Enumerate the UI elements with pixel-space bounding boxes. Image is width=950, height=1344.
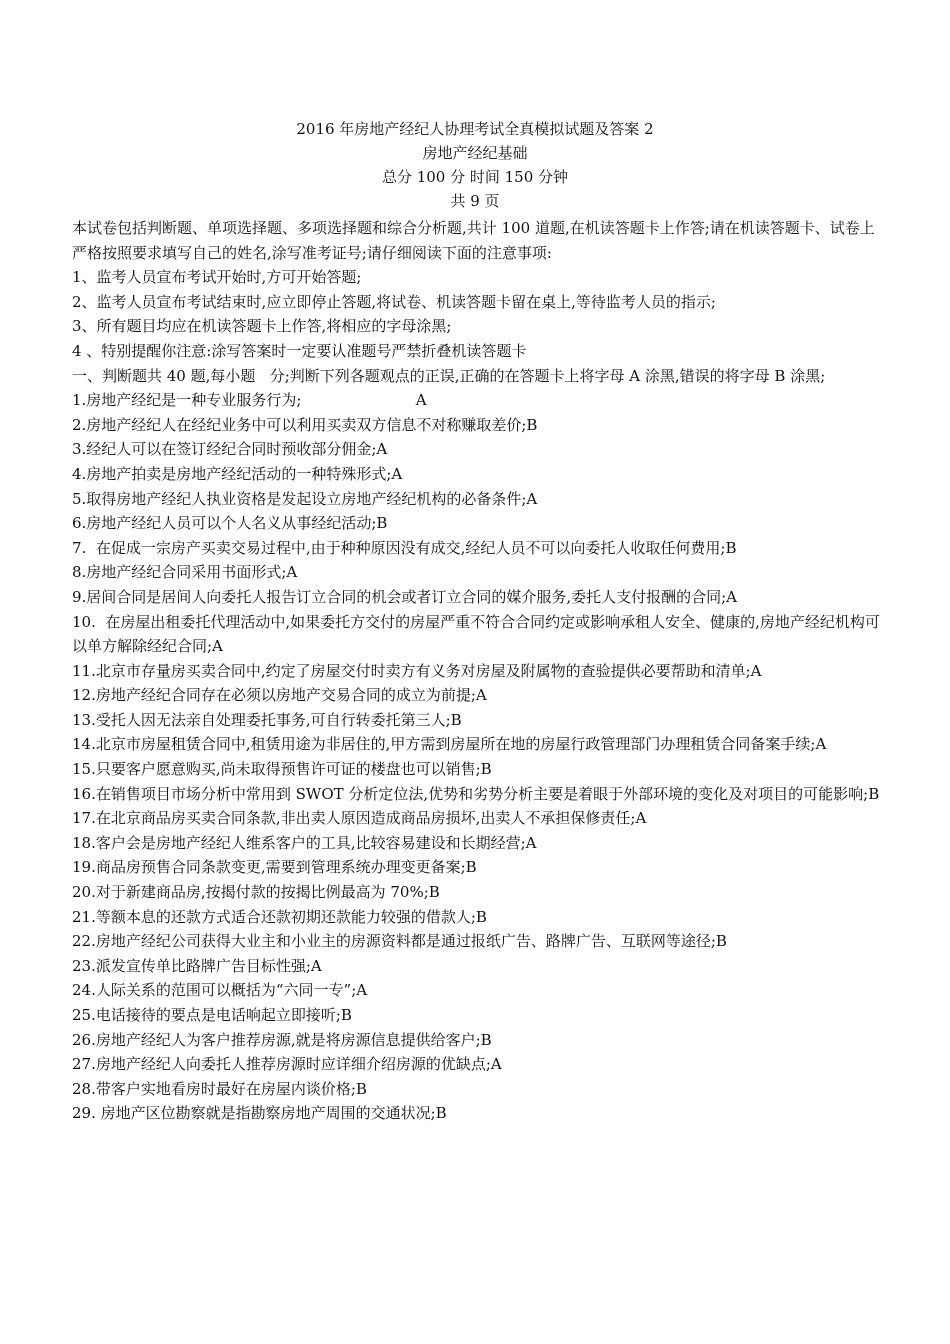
- question-item: 18.客户会是房地产经纪人维系客户的工具,比较容易建设和长期经营;A: [72, 833, 537, 852]
- question-item: 5.取得房地产经纪人执业资格是发起设立房地产经纪机构的必备条件;A: [72, 489, 538, 508]
- notice-item: 2、监考人员宣布考试结束时,应立即停止答题,将试卷、机读答题卡留在桌上,等待监考人员的指示;: [72, 292, 716, 311]
- question-item: 11.北京市存量房买卖合同中,约定了房屋交付时卖方有义务对房屋及附属物的查验提供必要帮助和清单;A: [72, 661, 762, 680]
- question-item: 7. 在促成一宗房产买卖交易过程中,由于种种原因没有成交,经纪人员不可以向委托人收取任何费用;B: [72, 538, 737, 557]
- question-item: 27.房地产经纪人向委托人推荐房源时应详细介绍房源的优缺点;A: [72, 1055, 502, 1074]
- document-header: [0, 117, 950, 213]
- question-item: 25.电话接待的要点是电话响起立即接听;B: [72, 1006, 352, 1024]
- question-item: 15.只要客户愿意购买,尚未取得预售许可证的楼盘也可以销售;B: [72, 760, 492, 779]
- exam-score-time: 总分 100 分 时间 150 分钟: [381, 168, 569, 186]
- exam-subject: 房地产经纪基础: [422, 144, 528, 162]
- question-item: 16.在销售项目市场分析中常用到 SWOT 分析定位法,优势和劣势分析主要是着眼于外部环境的变化及对项目的可能影响;B: [72, 784, 880, 803]
- question-item: 22.房地产经纪公司获得大业主和小业主的房源资料都是通过报纸广告、路牌广告、互联网等途径;B: [72, 932, 727, 951]
- question-item: 6.房地产经纪人员可以个人名义从事经纪活动;B: [72, 514, 388, 533]
- question-item: 1.房地产经纪是一种专业服务行为; A: [72, 391, 427, 410]
- notice-item: 1、监考人员宣布考试开始时,方可开始答题;: [72, 268, 362, 287]
- question-item: 12.房地产经纪合同存在必须以房地产交易合同的成立为前提;A: [72, 686, 487, 705]
- question-item: 29. 房地产区位勘察就是指勘察房地产周围的交通状况;B: [72, 1104, 447, 1123]
- intro-paragraph: 本试卷包括判断题、单项选择题、多项选择题和综合分析题,共计 100 道题,在机读答题卡上作答;请在机读答题卡、试卷上严格按照要求填写自己的姓名,涂写准考证号;请仔细阅读下面的注意事项:: [72, 219, 875, 262]
- notice-item: 4 、特别提醒你注意:涂写答案时一定要认准题号严禁折叠机读答题卡: [72, 341, 527, 360]
- exam-title: 2016 年房地产经纪人协理考试全真模拟试题及答案 2: [296, 120, 654, 138]
- document-body: [72, 216, 882, 1126]
- section-heading: 一、判断题共 40 题,每小题 分;判断下列各题观点的正误,正确的在答题卡上将字母 A 涂黑,错误的将字母 B 涂黑;: [72, 366, 826, 385]
- question-item: 26.房地产经纪人为客户推荐房源,就是将房源信息提供给客户;B: [72, 1030, 492, 1049]
- question-item: 20.对于新建商品房,按揭付款的按揭比例最高为 70%;B: [72, 883, 440, 902]
- question-item: 23.派发宣传单比路牌广告目标性强;A: [72, 956, 322, 975]
- question-item: 19.商品房预售合同条款变更,需要到管理系统办理变更备案;B: [72, 858, 477, 877]
- question-item: 13.受托人因无法亲自处理委托事务,可自行转委托第三人;B: [72, 710, 462, 729]
- question-item: 14.北京市房屋租赁合同中,租赁用途为非居住的,甲方需到房屋所在地的房屋行政管理部门办理租赁合同备案手续;A: [72, 735, 827, 754]
- question-item: 21.等额本息的还款方式适合还款初期还款能力较强的借款人;B: [72, 907, 487, 926]
- question-item: 8.房地产经纪合同采用书面形式;A: [72, 563, 298, 582]
- question-item: 9.居间合同是居间人向委托人报告订立合同的机会或者订立合同的媒介服务,委托人支付报酬的合同;A: [72, 587, 737, 606]
- notice-item: 3、所有题目均应在机读答题卡上作答,将相应的字母涂黑;: [72, 317, 452, 336]
- question-item: 10. 在房屋出租委托代理活动中,如果委托方交付的房屋严重不符合合同约定或影响承租人安全、健康的,房地产经纪机构可以单方解除经纪合同;A: [72, 612, 880, 656]
- question-item: 24.人际关系的范围可以概括为“六同一专”;A: [72, 981, 368, 1000]
- question-item: 3.经纪人可以在签订经纪合同时预收部分佣金;A: [72, 440, 388, 459]
- question-item: 17.在北京商品房买卖合同条款,非出卖人原因造成商品房损坏,出卖人不承担保修责任;A: [72, 809, 647, 828]
- question-item: 28.带客户实地看房时最好在房屋内谈价格;B: [72, 1079, 367, 1098]
- question-list: [72, 388, 882, 1126]
- question-item: 2.房地产经纪人在经纪业务中可以利用买卖双方信息不对称赚取差价;B: [72, 415, 538, 434]
- question-item: 4.房地产拍卖是房地产经纪活动的一种特殊形式;A: [72, 464, 403, 483]
- exam-page-count: 共 9 页: [450, 192, 500, 210]
- notice-list: [72, 265, 882, 363]
